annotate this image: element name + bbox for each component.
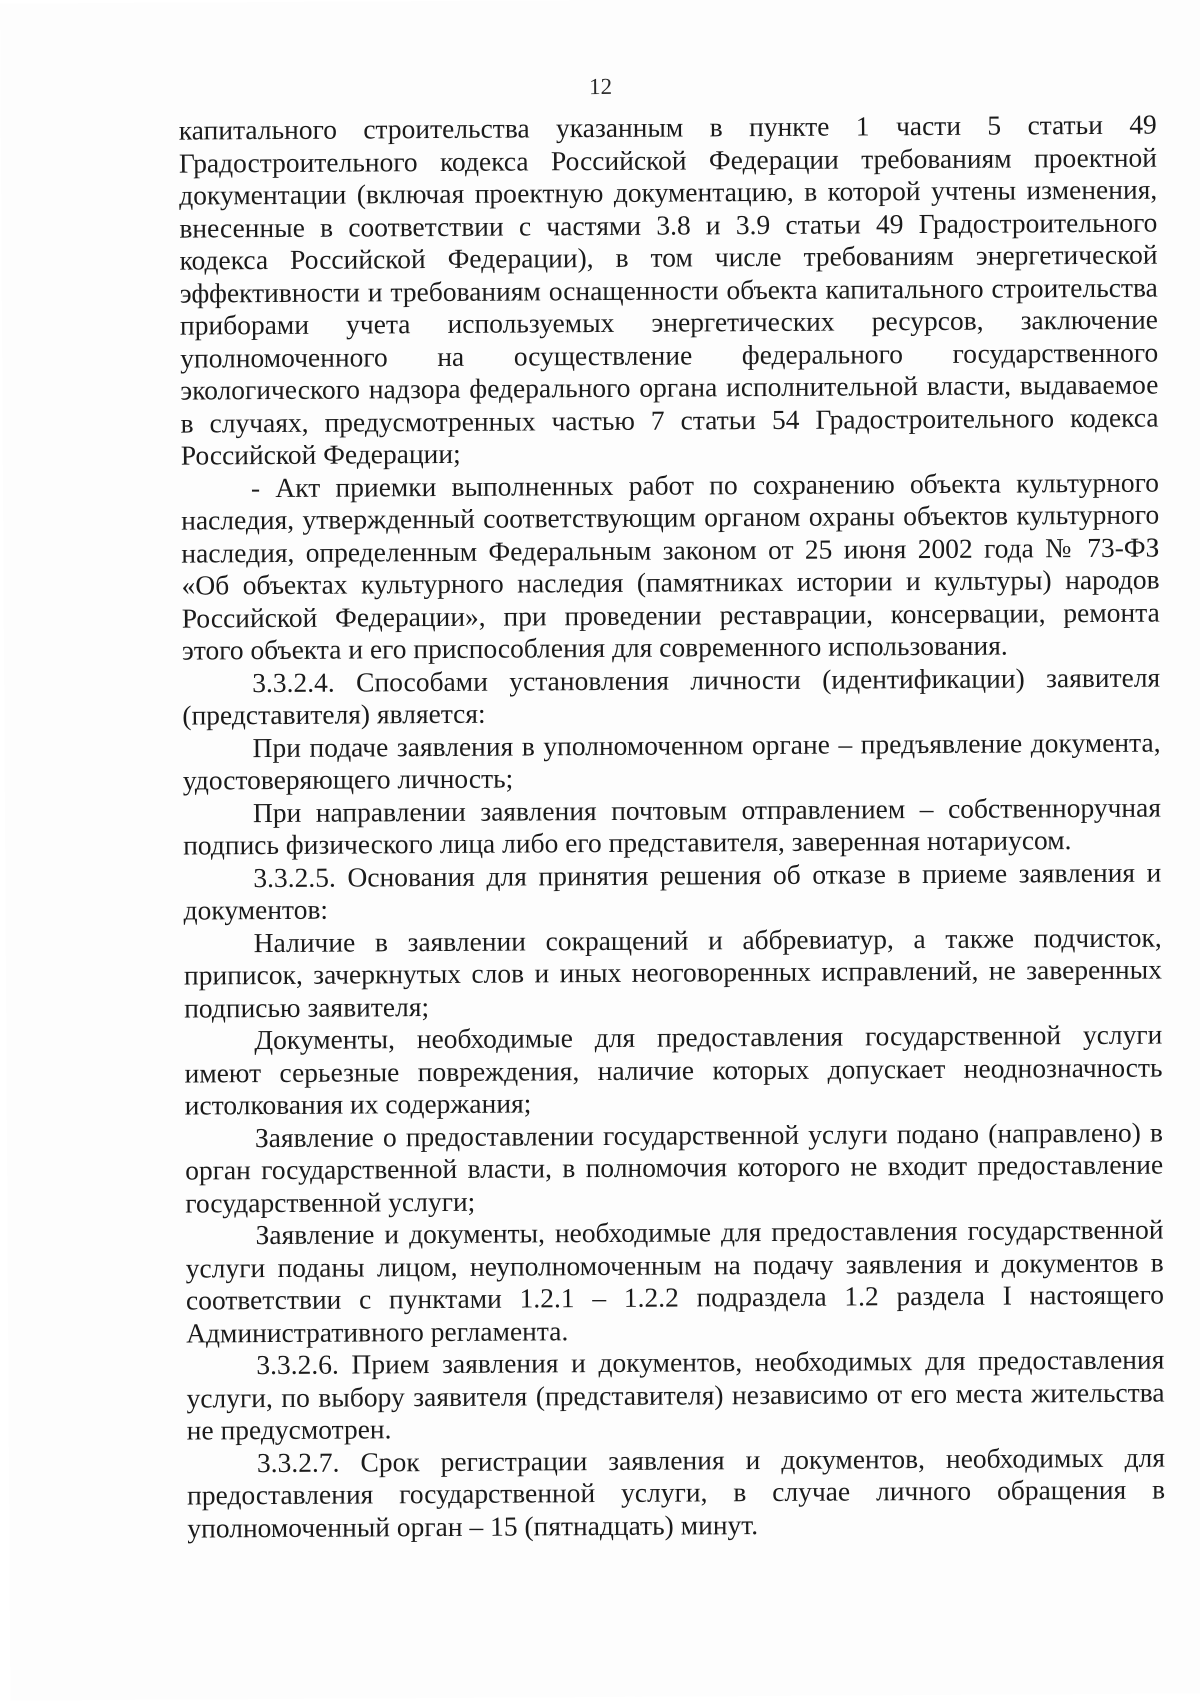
paragraph-damaged-documents: Документы, необходимые для предоставления государственной услуги имеют серьезные повреждения, наличие которых допускает неоднозначность истолкования их содержания; <box>184 1018 1163 1121</box>
paragraph-cultural-heritage-act: - Акт приемки выполненных работ по сохранению объекта культурного наследия, утвержденный соответствующим органом охраны объектов культурного наследия, определенным Федеральным законом от 25 июня 2002 года № 73-ФЗ «Об объектах культурного наследия (памятниках истории и культуры) народов Российской Федерации», при проведении реставрации, консервации, ремонта этого объекта и его приспособления для современного использования. <box>181 466 1160 666</box>
paragraph-3-3-2-4: 3.3.2.4. Способами установления личности (идентификации) заявителя (представителя) является: <box>182 661 1161 731</box>
paragraph-postal-submission: При направлении заявления почтовым отправлением – собственноручная подпись физического лица либо его представителя, заверенная нотариусом. <box>183 791 1162 861</box>
paragraph-3-3-2-5: 3.3.2.5. Основания для принятия решения об отказе в приеме заявления и документов: <box>183 856 1162 926</box>
paragraph-wrong-authority: Заявление о предоставлении государственной услуги подано (направлено) в орган государственной власти, в полномочия которого не входит предоставление государственной услуги; <box>185 1116 1164 1219</box>
document-body <box>179 109 1166 1545</box>
page-number: 12 <box>588 73 613 100</box>
paragraph-3-3-2-6: 3.3.2.6. Прием заявления и документов, необходимых для предоставления услуги, по выбору заявителя (представителя) независимо от его места жительства не предусмотрен. <box>186 1343 1165 1446</box>
paragraph-abbreviations: Наличие в заявлении сокращений и аббревиатур, а также подчисток, приписок, зачеркнутых слов и иных неоговоренных исправлений, не заверенных подписью заявителя; <box>183 921 1163 1024</box>
paragraph-3-3-2-7: 3.3.2.7. Срок регистрации заявления и документов, необходимых для предоставления государственной услуги, в случае личного обращения в уполномоченный орган – 15 (пятнадцать) минут. <box>187 1441 1166 1544</box>
paragraph-unauthorized-person: Заявление и документы, необходимые для предоставления государственной услуги поданы лицом, неуполномоченным на подачу заявления и документов в соответствии с пунктами 1.2.1 – 1.2.2 подраздела 1.2 раздела I настоящего Административного регламента. <box>185 1213 1165 1349</box>
paragraph-in-person-submission: При подаче заявления в уполномоченном органе – предъявление документа, удостоверяющего личность; <box>182 726 1161 796</box>
paragraph-continuation: капитального строительства указанным в пункте 1 части 5 статьи 49 Градостроительного кодекса Российской Федерации требованиям проектной документации (включая проектную документацию, в которой учтены изменения, внесенные в соответствии с частями 3.8 и 3.9 статьи 49 Градостроительного кодекса Российской Федерации), в том числе требованиям энергетической эффективности и требованиям оснащенности объекта капитального строительства приборами учета используемых энергетических ресурсов, заключение уполномоченного на осуществление федерального государственного экологического надзора федерального органа исполнительной власти, выдаваемое в случаях, предусмотренных частью 7 статьи 54 Градостроительного кодекса Российской Федерации; <box>178 108 1159 471</box>
